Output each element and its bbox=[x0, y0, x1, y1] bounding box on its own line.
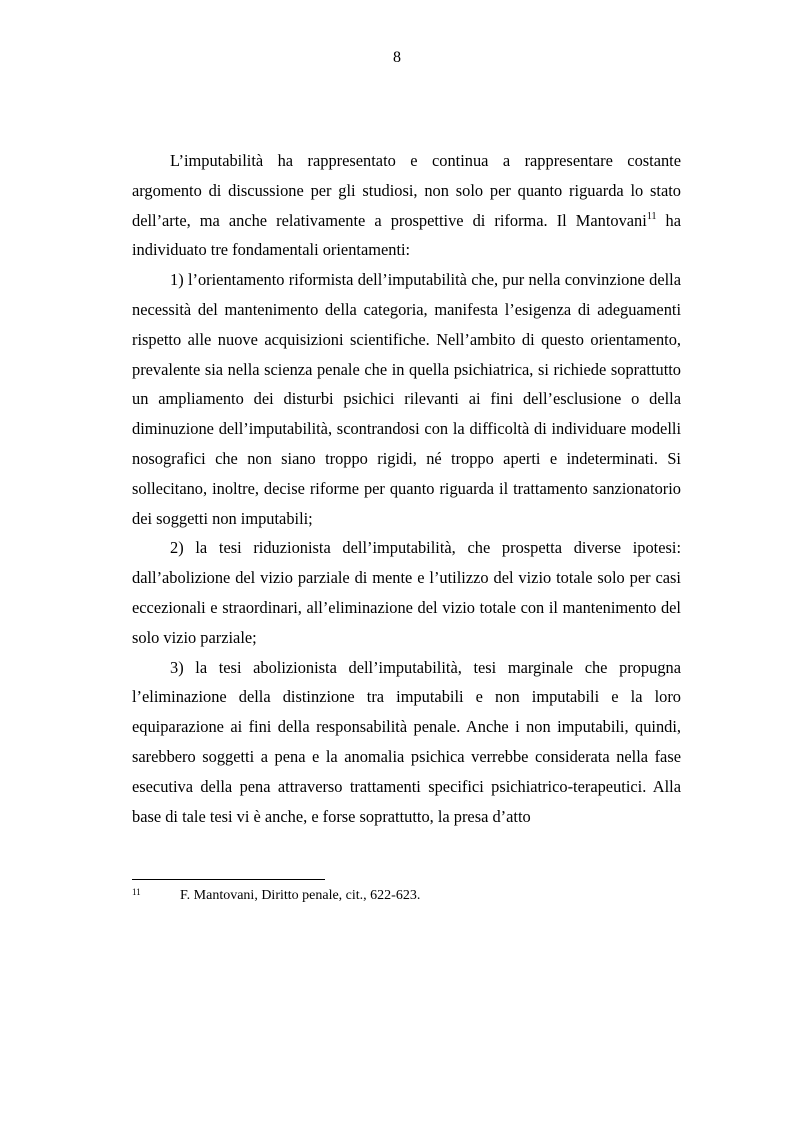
page-number: 8 bbox=[393, 49, 401, 66]
footnote-separator bbox=[132, 879, 325, 880]
paragraph-intro-text-end: ha individuato tre fondamentali orientamenti: bbox=[132, 210, 681, 260]
footnote-number: 11 bbox=[132, 887, 141, 897]
paragraph-intro-text: L’imputabilità ha rappresentato e continua a rappresentare costante argomento di discussione per gli studiosi, non solo per quanto riguarda lo stato dell’arte, ma anche relativamente a prospettive di riforma. Il Mantovani bbox=[132, 151, 681, 230]
footnote-text: F. Mantovani, Diritto penale, cit., 622-623. bbox=[180, 888, 421, 903]
paragraph-item-1: 1) l’orientamento riformista dell’imputabilità che, pur nella convinzione della necessità del mantenimento della categoria, manifesta l’esigenza di adeguamenti rispetto alle nuove acquisizioni scientifiche. Nell’ambito di questo orientamento, prevalente sia nella scienza penale che in quella psichiatrica, si richiede soprattutto un ampliamento dei disturbi psichici rilevanti ai fini dell’esclusione o della diminuzione dell’imputabilità, scontrandosi con la difficoltà di individuare modelli nosografici che non siano troppo rigidi, né troppo aperti e indeterminati. Si sollecitano, inoltre, decise riforme per quanto riguarda il trattamento sanzionatorio dei soggetti non imputabili; bbox=[132, 270, 681, 528]
footnote-reference: 11 bbox=[646, 210, 657, 222]
paragraph-item-2: 2) la tesi riduzionista dell’imputabilità, che prospetta diverse ipotesi: dall’abolizione del vizio parziale di mente e l’utilizzo del vizio totale solo per casi eccezionali e straordinari, all’eliminazione del vizio totale con il mantenimento del solo vizio parziale; bbox=[132, 538, 681, 647]
paragraph-item-3: 3) la tesi abolizionista dell’imputabilità, tesi marginale che propugna l’eliminazione della distinzione tra imputabili e non imputabili e la loro equiparazione ai fini della responsabilità penale. Anche i non imputabili, quindi, sarebbero soggetti a pena e la anomalia psichica verrebbe considerata nella fase esecutiva della pena attraverso trattamenti specifici psichiatrico-terapeutici. Alla base di tale tesi vi è anche, e forse soprattutto, la presa d’atto bbox=[132, 657, 681, 826]
body-text bbox=[132, 146, 681, 831]
paragraph-intro bbox=[132, 146, 681, 265]
